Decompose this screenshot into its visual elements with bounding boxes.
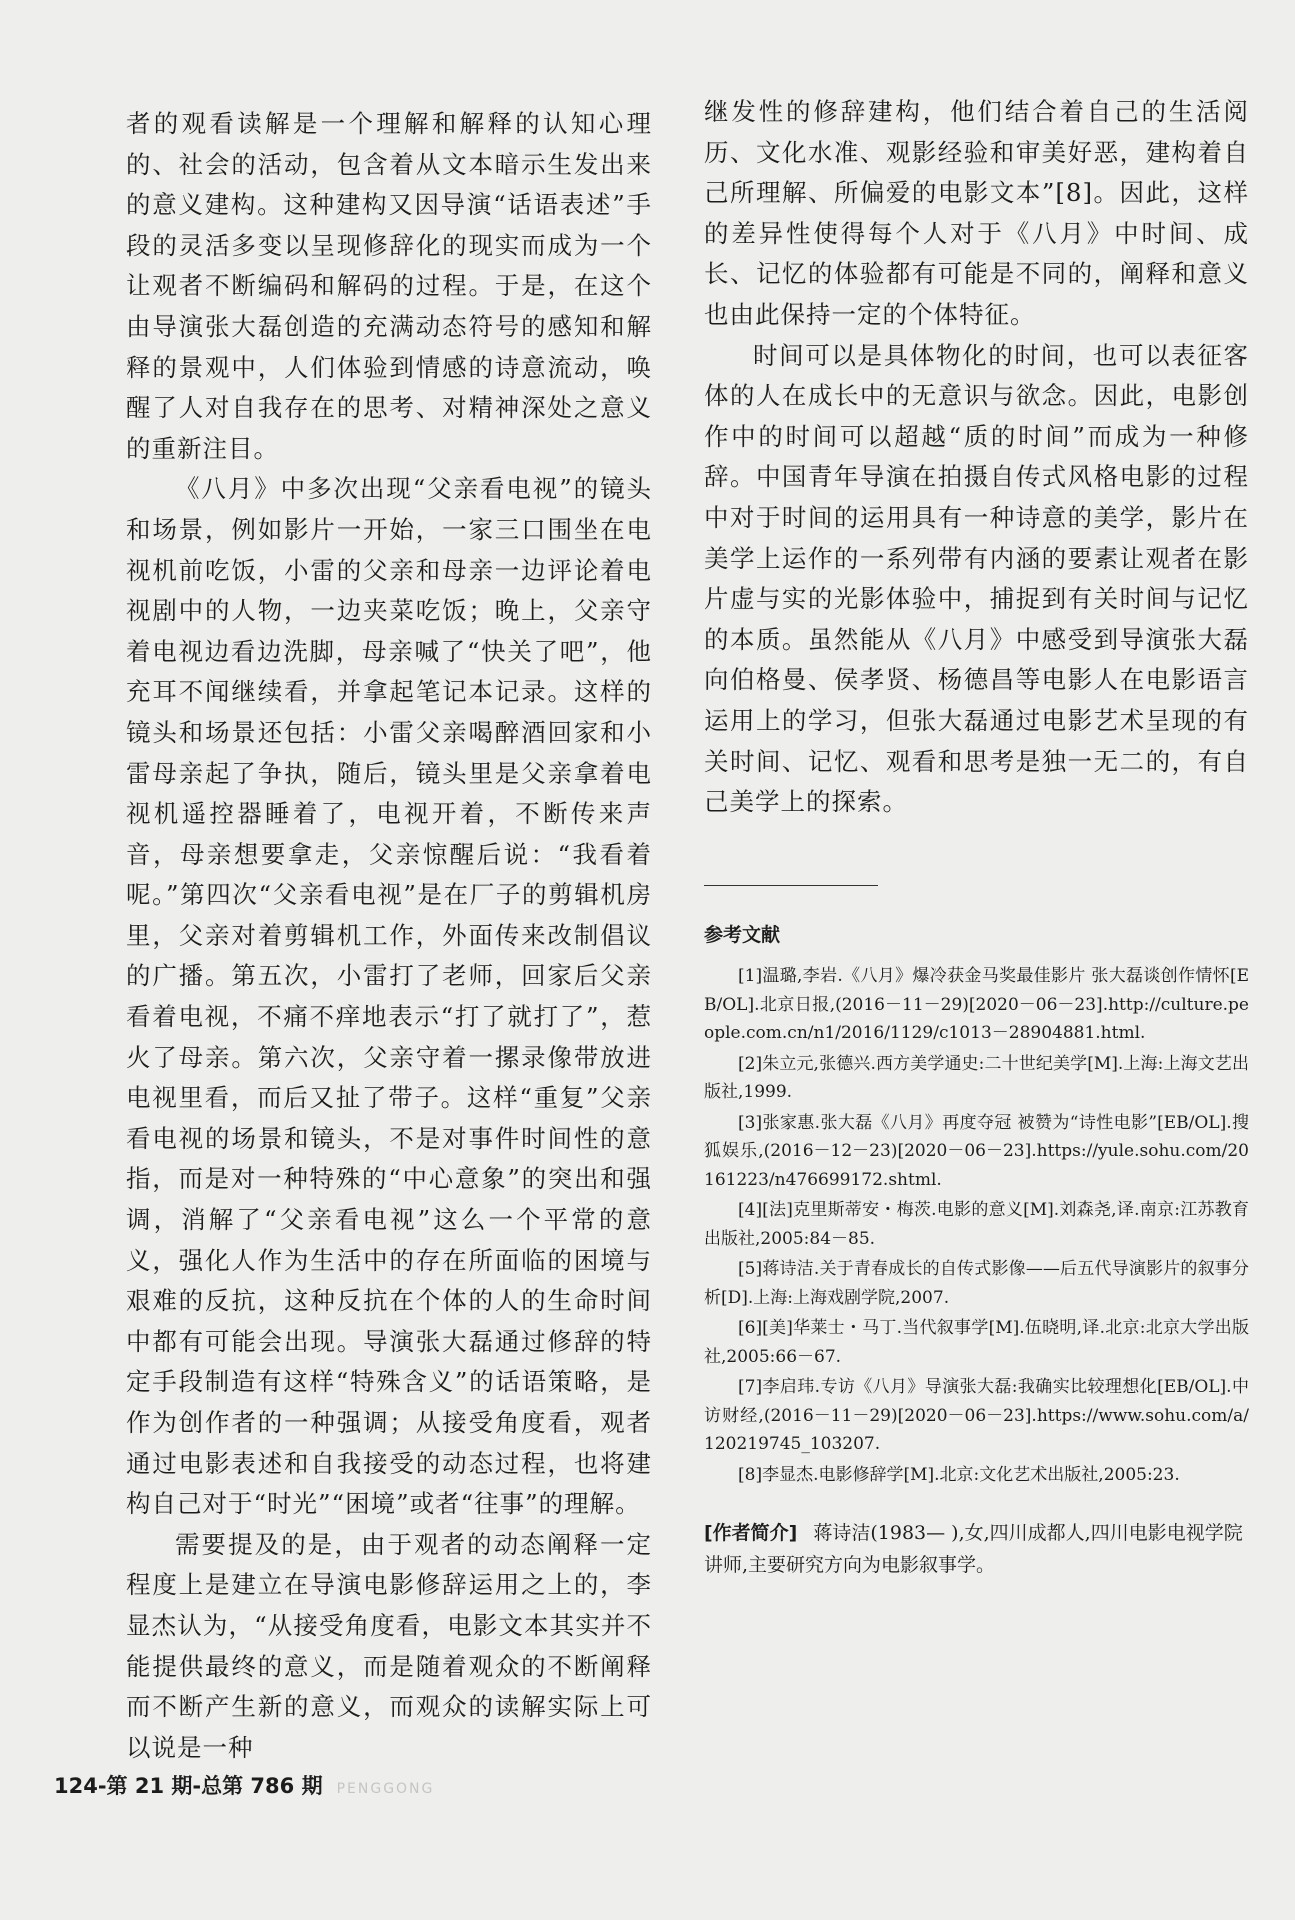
reference-item: [1]温璐,李岩.《八月》爆冷获金马奖最佳影片 张大磊谈创作情怀[EB/OL].北京日报,(2016－11－29)[2020－06－23].http://culture.people.com.cn/n1/2016/1129/c1013－28904881.html. [704, 966, 1249, 1043]
reference-item: [8]李显杰.电影修辞学[M].北京:文化艺术出版社,2005:23. [738, 1464, 1180, 1485]
paragraph: 继发性的修辞建构，他们结合着自己的生活阅历、文化水准、观影经验和审美好恶，建构着自己所理解、所偏爱的电影文本”[8]。因此，这样的差异性使得每个人对于《八月》中时间、成长、记忆的体验都有可能是不同的，阐释和意义也由此保持一定的个体特征。 [704, 97, 1249, 329]
references-divider [704, 885, 878, 886]
paragraph: 者的观看读解是一个理解和解释的认知心理的、社会的活动，包含着从文本暗示生发出来的意义建构。这种建构又因导演“话语表述”手段的灵活多变以呈现修辞化的现实而成为一个让观者不断编码和解码的过程。于是，在这个由导演张大磊创造的充满动态符号的感知和解释的景观中，人们体验到情感的诗意流动，唤醒了人对自我存在的思考、对精神深处之意义的重新注目。 [126, 109, 652, 463]
journal-mark: PENGGONG [336, 1781, 435, 1797]
reference-item: [7]李启玮.专访《八月》导演张大磊:我确实比较理想化[EB/OL].中访财经,(2016－11－29)[2020－06－23].https://www.sohu.com/a/120219745_103207. [704, 1377, 1249, 1454]
reference-list [704, 962, 1249, 1491]
reference-item: [6][美]华莱士・马丁.当代叙事学[M].伍晓明,译.北京:北京大学出版社,2005:66－67. [704, 1318, 1249, 1367]
reference-item: [3]张家惠.张大磊《八月》再度夺冠 被赞为“诗性电影”[EB/OL].搜狐娱乐,(2016－12－23)[2020－06－23].https://yule.sohu.com/20161223/n476699172.shtml. [704, 1112, 1249, 1190]
left-column [126, 104, 652, 1768]
paragraph: 时间可以是具体物化的时间，也可以表征客体的人在成长中的无意识与欲念。因此，电影创作中的时间可以超越“质的时间”而成为一种修辞。中国青年导演在拍摄自传式风格电影的过程中对于时间的运用具有一种诗意的美学，影片在美学上运作的一系列带有内涵的要素让观者在影片虚与实的光影体验中，捕捉到有关时间与记忆的本质。虽然能从《八月》中感受到导演张大磊向伯格曼、侯孝贤、杨德昌等电影人在电影语言运用上的学习，但张大磊通过电影艺术呈现的有关时间、记忆、观看和思考是独一无二的，有自己美学上的探索。 [704, 340, 1249, 817]
references-title: 参考文献 [704, 924, 781, 946]
paragraph: 需要提及的是，由于观者的动态阐释一定程度上是建立在导演电影修辞运用之上的，李显杰认为，“从接受角度看，电影文本其实并不能提供最终的意义，而是随着观众的不断阐释而不断产生新的意义，而观众的读解实际上可以说是一种 [126, 1529, 652, 1762]
reference-item: [4][法]克里斯蒂安・梅茨.电影的意义[M].刘森尧,译.南京:江苏教育出版社,2005:84－85. [704, 1200, 1249, 1249]
author-bio [704, 1517, 1249, 1581]
page-number: 124-第 21 期-总第 786 期 [54, 1774, 323, 1798]
right-column [704, 92, 1249, 823]
paragraph: 《八月》中多次出现“父亲看电视”的镜头和场景，例如影片一开始，一家三口围坐在电视机前吃饭，小雷的父亲和母亲一边评论着电视剧中的人物，一边夹菜吃饭；晚上，父亲守着电视边看边洗脚，母亲喊了“快关了吧”，他充耳不闻继续看，并拿起笔记本记录。这样的镜头和场景还包括：小雷父亲喝醉酒回家和小雷母亲起了争执，随后，镜头里是父亲拿着电视机遥控器睡着了，电视开着，不断传来声音，母亲想要拿走，父亲惊醒后说：“我看着呢。”第四次“父亲看电视”是在厂子的剪辑机房里，父亲对着剪辑机工作，外面传来改制倡议的广播。第五次，小雷打了老师，回家后父亲看着电视，不痛不痒地表示“打了就打了”，惹火了母亲。第六次，父亲守着一摞录像带放进电视里看，而后又扯了带子。这样“重复”父亲看电视的场景和镜头，不是对事件时间性的意指，而是对一种特殊的“中心意象”的突出和强调，消解了“父亲看电视”这么一个平常的意义，强化人作为生活中的存在所面临的困境与艰难的反抗，这种反抗在个体的人的生命时间中都有可能会出现。导演张大磊通过修辞的特定手段制造有这样“特殊含义”的话语策略，是作为创作者的一种强调；从接受角度看，观者通过电影表述和自我接受的动态过程，也将建构自己对于“时光”“困境”或者“往事”的理解。 [126, 474, 652, 1519]
reference-item: [5]蒋诗洁.关于青春成长的自传式影像——后五代导演影片的叙事分析[D].上海:上海戏剧学院,2007. [704, 1259, 1249, 1308]
page-footer [54, 1770, 434, 1800]
author-bio-text: 蒋诗洁(1983— ),女,四川成都人,四川电影电视学院讲师,主要研究方向为电影叙事学。 [704, 1522, 1243, 1576]
author-bio-label: [作者简介] [704, 1522, 798, 1544]
reference-item: [2]朱立元,张德兴.西方美学通史:二十世纪美学[M].上海:上海文艺出版社,1999. [704, 1053, 1249, 1102]
